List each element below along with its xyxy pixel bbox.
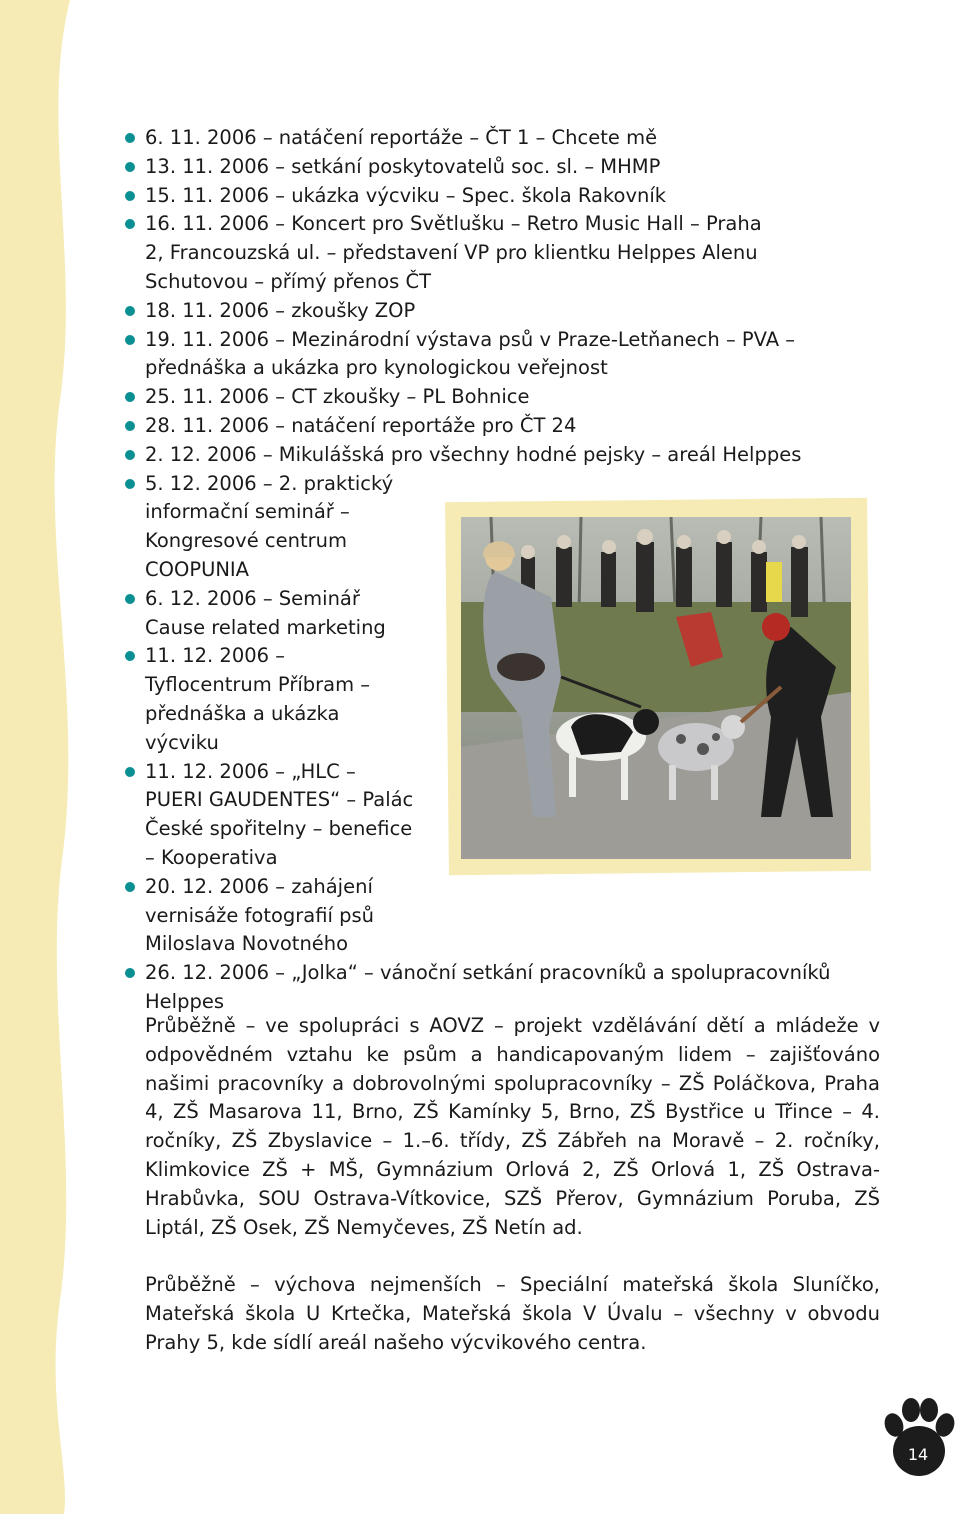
list-item: 25. 11. 2006 – CT zkoušky – PL Bohnice [122,383,882,412]
paragraph-education-project: Průběžně – ve spolupráci s AOVZ – projekt vzdělávání dětí a mládeže v odpovědném vztahu ke psům a handicapovaným lidem – zajišťováno našimi pracovníky a dobrovolnými spolupracovníky – ZŠ Poláčkova, Praha 4, ZŠ Masarova 11, Brno, ZŠ Kamínky 5, Brno, ZŠ Bystřice u Třince – 4. ročníky, ZŠ Zbyslavice – 1.–6. třídy, ZŠ Zábřeh na Moravě – 2. ročníky, Klimkovice ZŠ + MŠ, Gymnázium Orlová 2, ZŠ Orlová 1, ZŠ Ostrava-Hrabůvka, SOU Ostrava-Vítkovice, SZŠ Přerov, Gymnázium Poruba, ZŠ Liptál, ZŠ Osek, ZŠ Nemyčeves, ZŠ Netín ad. [145,1014,880,1239]
list-item: 15. 11. 2006 – ukázka výcviku – Spec. škola Rakovník [122,182,882,211]
list-item: 11. 12. 2006 – „HLC – PUERI GAUDENTES“ – Palác České spořitelny – benefice – Kooperativa [122,758,415,873]
decorative-wave-border [0,0,90,1514]
paragraph-kindergartens: Průběžně – výchova nejmenších – Speciální mateřská škola Sluníčko, Mateřská škola U Krtečka, Mateřská škola V Úvalu – všechny v obvodu Prahy 5, kde sídlí areál našeho výcvikového centra. [145,1273,880,1354]
list-item: 5. 12. 2006 – 2. praktický informační seminář – Kongresové centrum COOPUNIA [122,470,415,585]
list-item: 11. 12. 2006 – Tyflocentrum Příbram – přednáška a ukázka výcviku [122,642,415,757]
list-item: 18. 11. 2006 – zkoušky ZOP [122,297,882,326]
list-item: 2. 12. 2006 – Mikulášská pro všechny hodné pejsky – areál Helppes [122,441,882,470]
list-item: 20. 12. 2006 – zahájení vernisáže fotografií psů Miloslava Novotného [122,873,415,959]
list-item: 6. 12. 2006 – Seminář Cause related marketing [122,585,415,643]
list-item: 28. 11. 2006 – natáčení reportáže pro ČT 24 [122,412,882,441]
event-photo [461,517,851,859]
list-item: 26. 12. 2006 – „Jolka“ – vánoční setkání pracovníků a spolupracovníků Helppes [122,959,865,1017]
list-item: 13. 11. 2006 – setkání poskytovatelů soc. sl. – MHMP [122,153,882,182]
page-number: 14 [907,1445,929,1464]
list-item: 6. 11. 2006 – natáčení reportáže – ČT 1 – Chcete mě [122,124,882,153]
list-item: 19. 11. 2006 – Mezinárodní výstava psů v Praze-Letňanech – PVA – přednáška a ukázka pro kynologickou veřejnost [122,326,810,384]
list-item: 16. 11. 2006 – Koncert pro Světlušku – Retro Music Hall – Praha 2, Francouzská ul. – představení VP pro klientku Helppes Alenu Schutovou – přímý přenos ČT [122,210,775,296]
paw-print-icon [882,1397,956,1481]
